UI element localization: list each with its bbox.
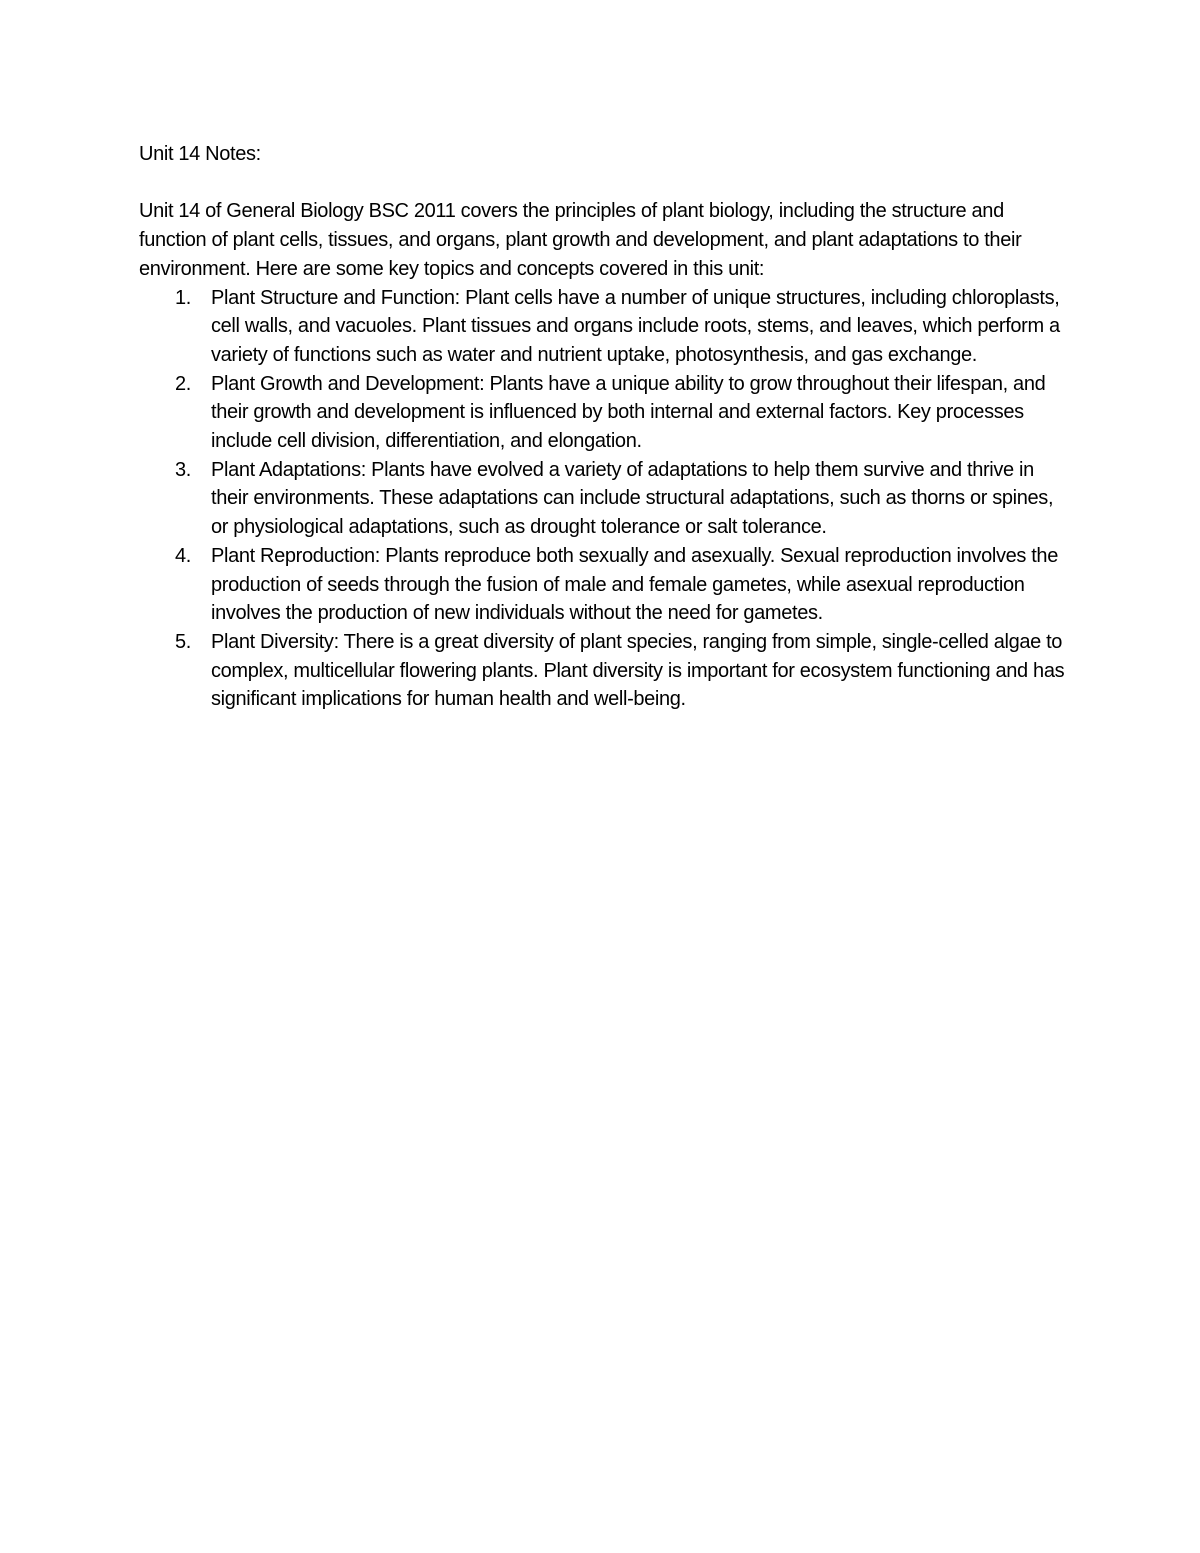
document-body — [139, 140, 1069, 714]
intro-paragraph: Unit 14 of General Biology BSC 2011 covers the principles of plant biology, including the structure and function of plant cells, tissues, and organs, plant growth and development, and plant adaptations to their environment. Here are some key topics and concepts covered in this unit: — [139, 200, 1022, 280]
list-item-text: Plant Adaptations: Plants have evolved a variety of adaptations to help them survive and thrive in their environments. These adaptations can include structural adaptations, such as thorns or spines, or physiological adaptations, such as drought tolerance or salt tolerance. — [211, 458, 1054, 539]
list-item-number: 3. — [175, 458, 191, 481]
list-item-number: 4. — [175, 544, 191, 567]
list-item-number: 2. — [175, 372, 191, 395]
list-item — [139, 628, 1069, 714]
topics-list — [139, 284, 1069, 715]
list-item — [139, 456, 1069, 542]
list-item-text: Plant Growth and Development: Plants have a unique ability to grow throughout their lifespan, and their growth and development is influenced by both internal and external factors. Key processes include cell division, differentiation, and elongation. — [211, 372, 1046, 453]
list-item-text: Plant Reproduction: Plants reproduce both sexually and asexually. Sexual reproduction involves the production of seeds through the fusion of male and female gametes, while asexual reproduction involves the production of new individuals without the need for gametes. — [211, 544, 1058, 625]
list-item-text: Plant Structure and Function: Plant cells have a number of unique structures, including chloroplasts, cell walls, and vacuoles. Plant tissues and organs include roots, stems, and leaves, which perform a variety of functions such as water and nutrient uptake, photosynthesis, and gas exchange. — [211, 286, 1060, 366]
list-item — [139, 370, 1069, 456]
list-item-text: Plant Diversity: There is a great diversity of plant species, ranging from simple, single-celled algae to complex, multicellular flowering plants. Plant diversity is important for ecosystem functioning and has significant implications for human health and well-being. — [211, 630, 1065, 711]
list-item — [139, 284, 1069, 370]
list-item-number: 1. — [175, 286, 191, 309]
document-title: Unit 14 Notes: — [139, 143, 261, 165]
list-item — [139, 542, 1069, 628]
list-item-number: 5. — [175, 630, 191, 653]
